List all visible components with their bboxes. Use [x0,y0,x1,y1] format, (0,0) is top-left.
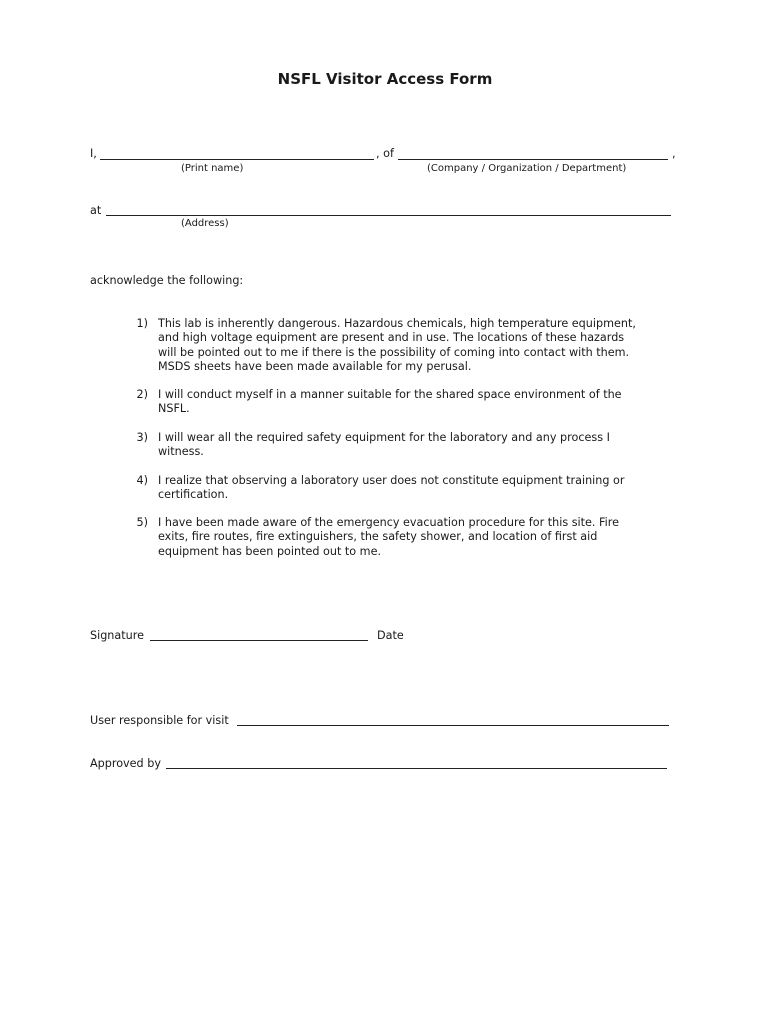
at-label: at [90,204,102,217]
signature-label: Signature [90,629,144,642]
trailing-comma: , [672,147,676,160]
of-label: , of [376,147,394,160]
list-item: I will conduct myself in a manner suitable for the shared space environment of the NSFL. [158,388,622,416]
list-item-number: 2) [136,388,148,401]
list-item-number: 1) [136,317,148,330]
print-name-field[interactable] [100,159,374,160]
list-item-number: 4) [136,474,148,487]
name-prefix: I, [90,147,97,160]
list-item: I have been made aware of the emergency evacuation procedure for this site. Fire exits, fire routes, fire extinguishers, the safety shower, and location of first aid equipment has been pointed out to me. [158,516,620,558]
print-name-caption: (Print name) [181,163,244,174]
page-title: NSFL Visitor Access Form [277,70,493,88]
user-responsible-label: User responsible for visit [90,714,229,727]
signature-field[interactable] [150,640,368,641]
organization-field[interactable] [398,159,668,160]
list-item: I will wear all the required safety equipment for the laboratory and any process I witness. [158,431,610,459]
approved-by-field[interactable] [166,768,667,769]
acknowledge-text: acknowledge the following: [90,274,244,287]
list-item-number: 3) [136,431,148,444]
address-field[interactable] [106,215,671,216]
address-caption: (Address) [181,218,229,229]
list-item: I realize that observing a laboratory user does not constitute equipment training or certification. [158,474,625,502]
approved-by-label: Approved by [90,757,161,770]
date-label: Date [377,629,404,642]
organization-caption: (Company / Organization / Department) [427,163,627,174]
list-item-number: 5) [136,516,148,529]
user-responsible-field[interactable] [237,725,669,726]
list-item: This lab is inherently dangerous. Hazardous chemicals, high temperature equipment, and high voltage equipment are present and in use. The locations of these hazards will be pointed out to me if there is the possibility of coming into contact with them. MSDS sheets have been made available for my perusal. [158,317,636,373]
